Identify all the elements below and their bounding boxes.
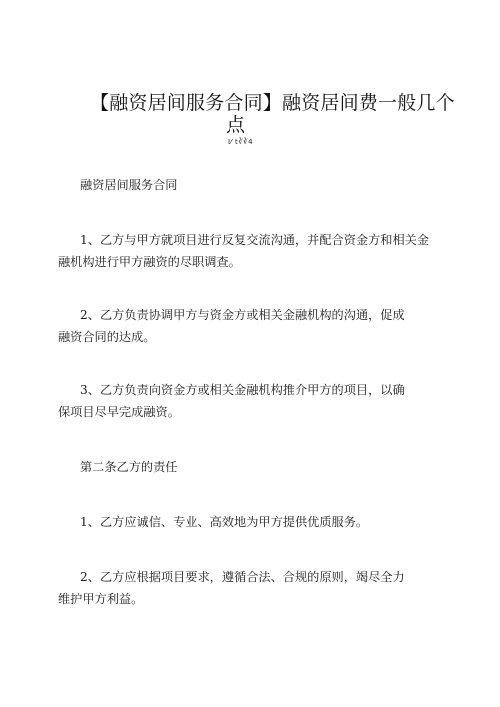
paragraph-line: 融机构进行甲方融资的尽职调查。	[58, 255, 241, 269]
paragraph-line: 3、乙方负责向资金方或相关金融机构推介甲方的项目，以确	[80, 383, 405, 397]
title-line-1: 【融资居间服务合同】融资居间费一般几个	[90, 92, 455, 114]
duty-1-paragraph	[58, 511, 450, 533]
document-title	[90, 92, 460, 136]
paragraph-line: 保项目尽早完成融资。	[58, 405, 180, 419]
paragraph-line: 第二条乙方的责任	[80, 460, 178, 474]
heading-contract-name	[58, 174, 450, 196]
paragraph-line: 2、乙方应根据项目要求，遵循合法、合规的原则，竭尽全力	[80, 570, 405, 584]
title-line-2: 点	[226, 114, 246, 136]
title-scribble: I⁄ t∛∛4	[228, 138, 254, 146]
paragraph-line: 维护甲方利益。	[58, 592, 144, 606]
paragraph-line: 1、乙方与甲方就项目进行反复交流沟通，并配合资金方和相关金	[80, 233, 430, 247]
paragraph-line: 1、乙方应诚信、专业、高效地为甲方提供优质服务。	[80, 515, 369, 529]
clause-1-paragraph	[58, 229, 450, 273]
clause-2-paragraph	[58, 304, 450, 348]
clause-3-paragraph	[58, 379, 450, 423]
paragraph-line: 2、乙方负责协调甲方与资金方或相关金融机构的沟通，促成	[80, 308, 405, 322]
paragraph-line: 融资居间服务合同	[80, 178, 178, 192]
section-heading-party-b-duties	[58, 456, 450, 478]
duty-2-paragraph	[58, 566, 450, 610]
paragraph-line: 融资合同的达成。	[58, 330, 156, 344]
